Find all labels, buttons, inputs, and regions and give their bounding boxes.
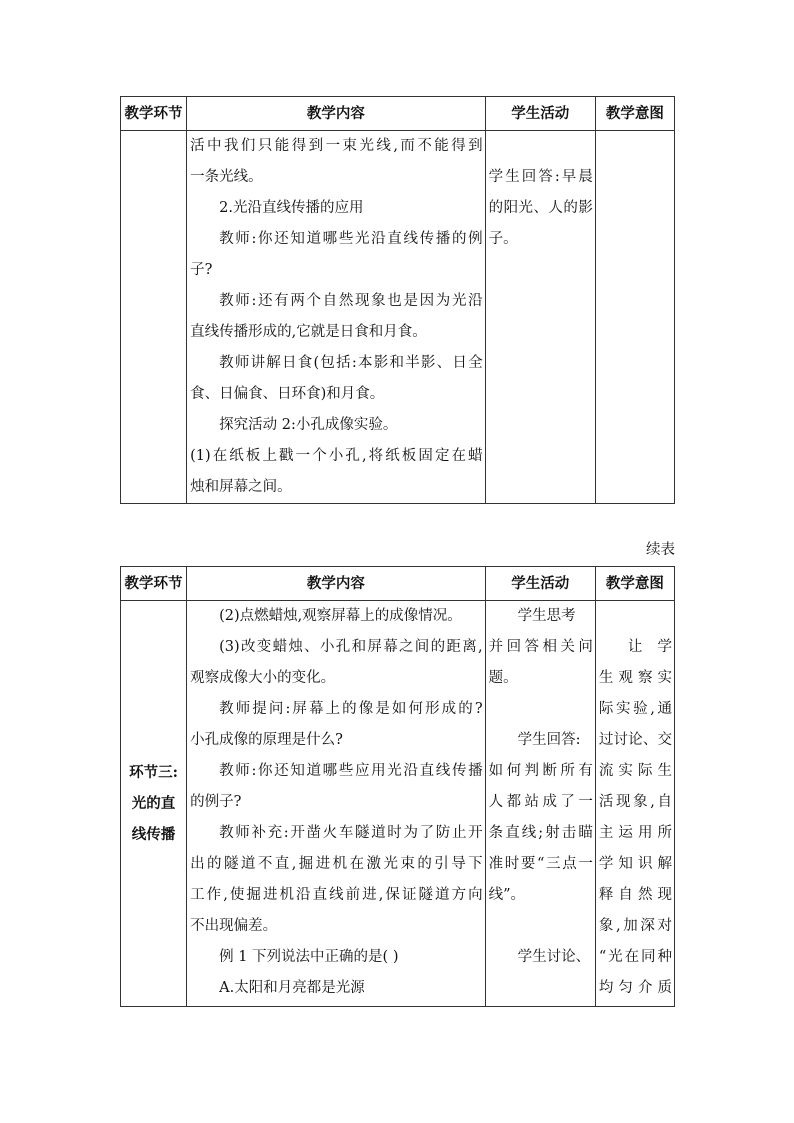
- header-stage: 教学环节: [121, 97, 187, 131]
- intent-cell: [595, 601, 674, 1007]
- stage-line: 线传播: [131, 826, 176, 843]
- stage-line: 光的直: [131, 795, 176, 812]
- content-line: 教师:你还知道哪些应用光沿直线传播: [219, 763, 483, 779]
- content-line: (1)在纸板上戳一个小孔,将纸板固定在蜡: [190, 448, 483, 464]
- lesson-table-1: [120, 96, 675, 504]
- header-intent: 教学意图: [595, 97, 674, 131]
- activity-spacer: [489, 911, 593, 942]
- activity-line: 题。: [488, 670, 518, 686]
- header-activity: 学生活动: [485, 97, 595, 131]
- lesson-table-2: [120, 566, 675, 1007]
- table-header-row: [121, 97, 675, 131]
- content-line: 2.光沿直线传播的应用: [219, 200, 364, 216]
- intent-line: “光在同种: [598, 949, 672, 965]
- content-line: 探究活动 2:小孔成像实验。: [219, 417, 398, 433]
- header-activity: 学生活动: [485, 567, 595, 601]
- activity-spacer: [489, 694, 593, 725]
- activity-line: 准时要“三点一: [488, 856, 593, 872]
- content-line: (2)点燃蜡烛,观察屏幕上的成像情况。: [219, 608, 462, 624]
- content-line: 出的隧道不直,掘进机在激光束的引导下: [190, 856, 483, 872]
- content-line: 小孔成像的原理是什么?: [190, 732, 343, 748]
- activity-line: 如何判断所有: [488, 763, 593, 779]
- content-cell: [187, 601, 486, 1007]
- stage-line: 环节三:: [129, 764, 178, 781]
- content-line: 食、日偏食、日环食)和月食。: [190, 386, 385, 402]
- content-line: 教师讲解日食(包括:本影和半影、日全: [219, 355, 483, 371]
- stage-cell: [121, 601, 187, 1007]
- content-line: (3)改变蜡烛、小孔和屏幕之间的距离,: [219, 639, 483, 655]
- header-intent: 教学意图: [595, 567, 674, 601]
- content-line: 子?: [190, 262, 213, 278]
- content-line: 的例子?: [190, 794, 242, 810]
- stage-cell: [121, 131, 187, 504]
- header-content: 教学内容: [187, 567, 486, 601]
- intent-line: 均匀介质: [598, 980, 672, 996]
- intent-line: 流实际生: [598, 763, 672, 779]
- activity-line: 学生思考: [517, 608, 576, 624]
- table-row: [121, 131, 675, 504]
- activity-line: 学生回答:: [517, 732, 581, 748]
- activity-line: 并回答相关问: [488, 639, 593, 655]
- activity-line: 学生讨论、: [517, 949, 591, 965]
- content-line: 观察成像大小的变化。: [190, 670, 336, 686]
- activity-line: 子。: [488, 231, 518, 247]
- activity-line: 学生回答:早晨: [488, 169, 593, 185]
- intent-line: 活现象,自: [598, 794, 672, 810]
- content-line: 烛和屏幕之间。: [190, 479, 292, 495]
- activity-line: 线”。: [488, 887, 526, 903]
- header-content: 教学内容: [187, 97, 486, 131]
- content-line: A.太阳和月亮都是光源: [219, 980, 365, 996]
- activity-line: 人都站成了一: [488, 794, 593, 810]
- intent-line: 学知识解: [598, 856, 672, 872]
- content-line: 教师:还有两个自然现象也是因为光沿: [219, 293, 483, 309]
- header-stage: 教学环节: [121, 567, 187, 601]
- continued-label: 续表: [646, 542, 675, 558]
- content-line: 一条光线。: [190, 169, 263, 185]
- intent-cell: [595, 131, 674, 504]
- intent-line: 象,加深对: [598, 918, 672, 934]
- content-line: 教师补充:开凿火车隧道时为了防止开: [219, 825, 483, 841]
- intent-line: 让学: [627, 639, 672, 655]
- content-cell: [187, 131, 486, 504]
- intent-line: 过讨论、交: [598, 732, 672, 748]
- content-line: 例 1 下列说法中正确的是( ): [219, 949, 399, 965]
- content-line: 教师:你还知道哪些光沿直线传播的例: [219, 231, 483, 247]
- content-line: 教师提问:屏幕上的像是如何形成的?: [219, 701, 483, 717]
- activity-cell: [485, 131, 595, 504]
- activity-cell: [485, 601, 595, 1007]
- intent-line: 释自然现: [598, 887, 672, 903]
- content-line: 工作,使掘进机沿直线前进,保证隧道方向: [190, 887, 483, 903]
- intent-line: 生观察实: [598, 670, 672, 686]
- content-line: 直线传播形成的,它就是日食和月食。: [190, 324, 427, 340]
- content-line: 活中我们只能得到一束光线,而不能得到: [190, 138, 483, 154]
- table-header-row: [121, 567, 675, 601]
- intent-line: 主运用所: [598, 825, 672, 841]
- intent-line: 际实验,通: [598, 701, 672, 717]
- activity-line: 的阳光、人的影: [488, 200, 593, 216]
- content-line: 不出现偏差。: [190, 918, 278, 934]
- table-row: [121, 601, 675, 1007]
- activity-line: 条直线;射击瞄: [488, 825, 593, 841]
